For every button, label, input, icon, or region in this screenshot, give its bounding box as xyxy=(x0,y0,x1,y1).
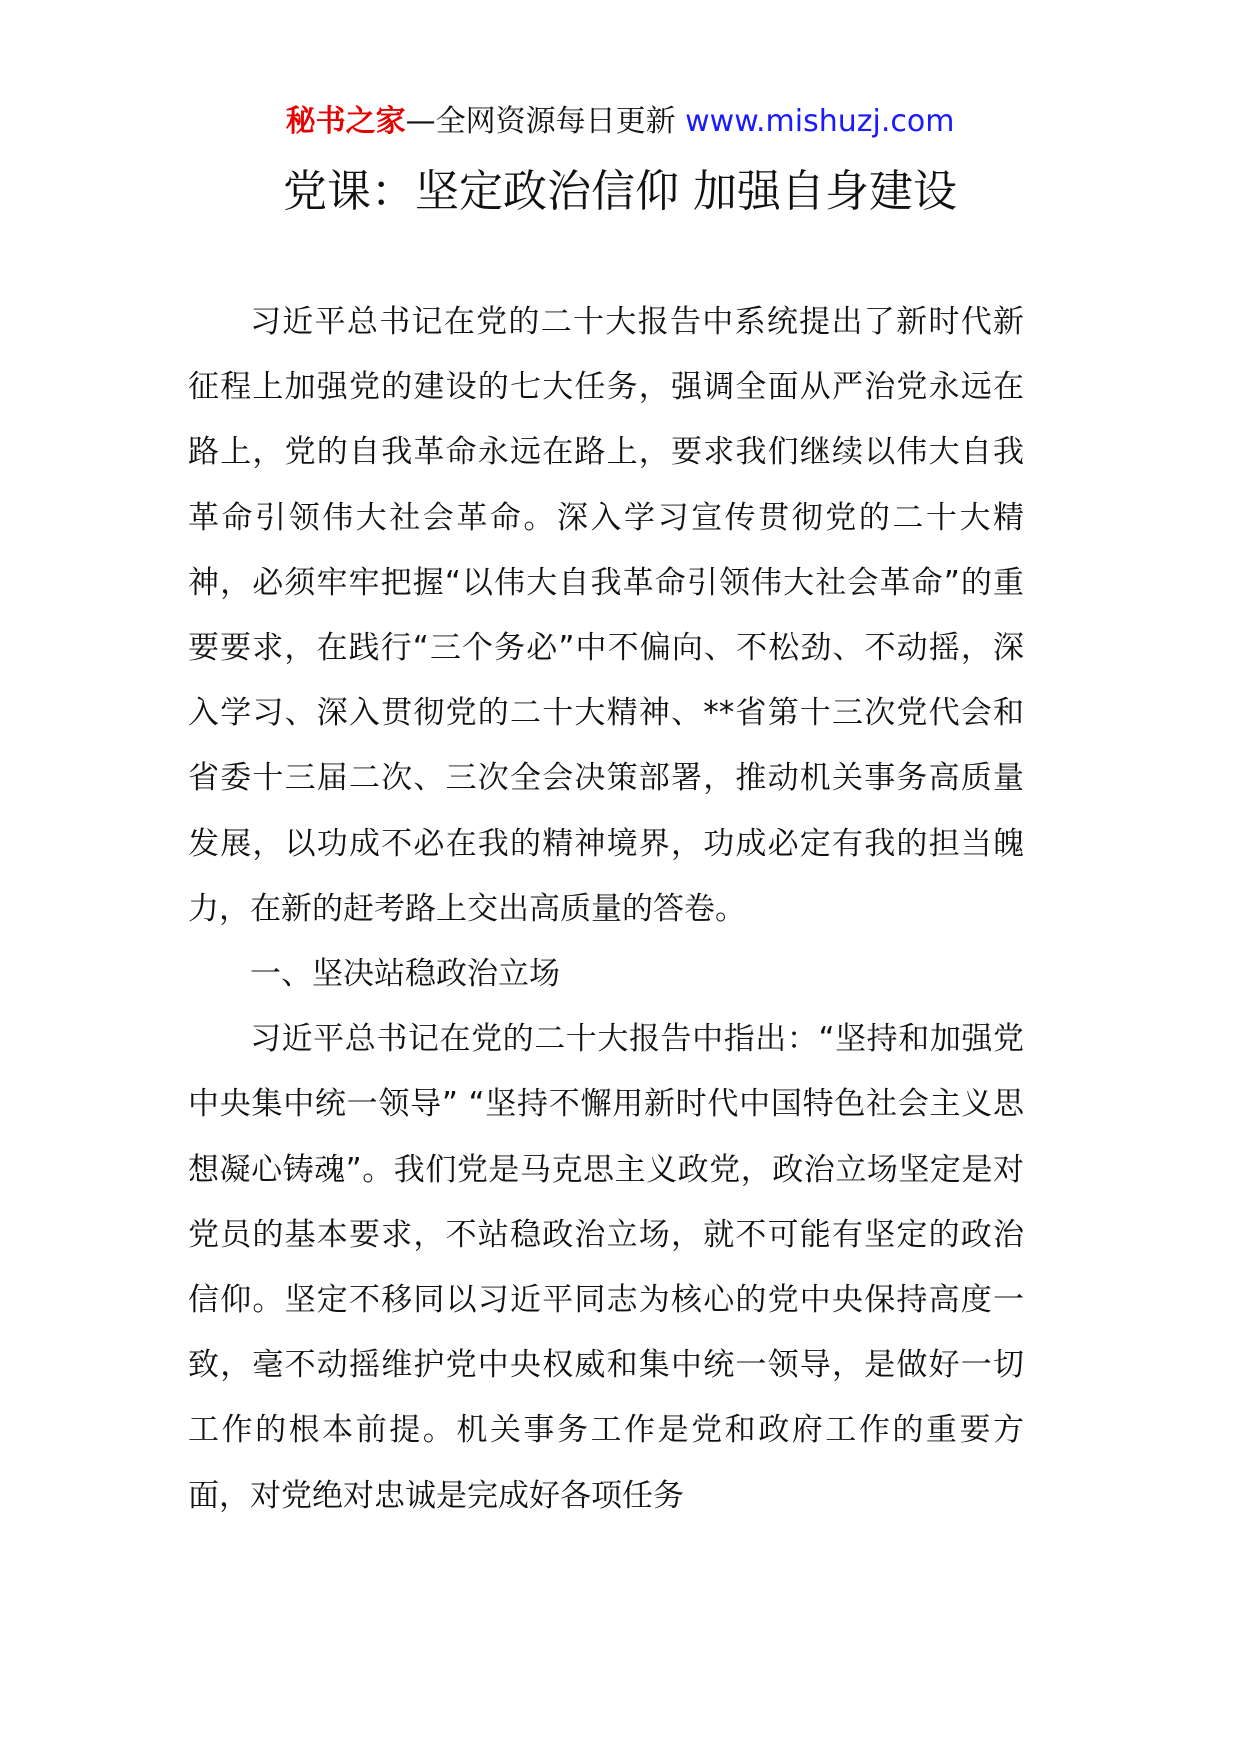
paragraph-section-1: 习近平总书记在党的二十大报告中指出：“坚持和加强党中央集中统一领导” “坚持不懈用新时代中国特色社会主义思想凝心铸魂”。我们党是马克思主义政党，政治立场坚定是对党员的基本要求，不站稳政治立场，就不可能有坚定的政治信仰。坚定不移同以习近平同志为核心的党中央保持高度一致，毫不动摇维护党中央权威和集中统一领导，是做好一切工作的根本前提。机关事务工作是党和政府工作的重要方面，对党绝对忠诚是完成好各项任务 xyxy=(188,1021,1024,1514)
site-url-link[interactable]: www.mishuzj.com xyxy=(685,104,955,139)
paragraph-intro: 习近平总书记在党的二十大报告中系统提出了新时代新征程上加强党的建设的七大任务，强调全面从严治党永远在路上，党的自我革命永远在路上，要求我们继续以伟大自我革命引领伟大社会革命。深入学习宣传贯彻党的二十大精神，必须牢牢把握“以伟大自我革命引领伟大社会革命”的重要要求，在践行“三个务必”中不偏向、不松劲、不动摇，深入学习、深入贯彻党的二十大精神、**省第十三次党代会和省委十三届二次、三次全会决策部署，推动机关事务高质量发展，以功成不必在我的精神境界，功成必定有我的担当魄力，在新的赶考路上交出高质量的答卷。 xyxy=(188,304,1024,927)
section-heading-1: 一、坚决站稳政治立场 xyxy=(250,956,560,993)
document-body xyxy=(188,290,1024,1529)
document-title: 党课：坚定政治信仰 加强自身建设 xyxy=(283,166,957,217)
header-tagline: —全网资源每日更新 xyxy=(405,104,676,139)
brand-name: 秘书之家 xyxy=(285,104,406,139)
site-header xyxy=(0,102,1240,142)
